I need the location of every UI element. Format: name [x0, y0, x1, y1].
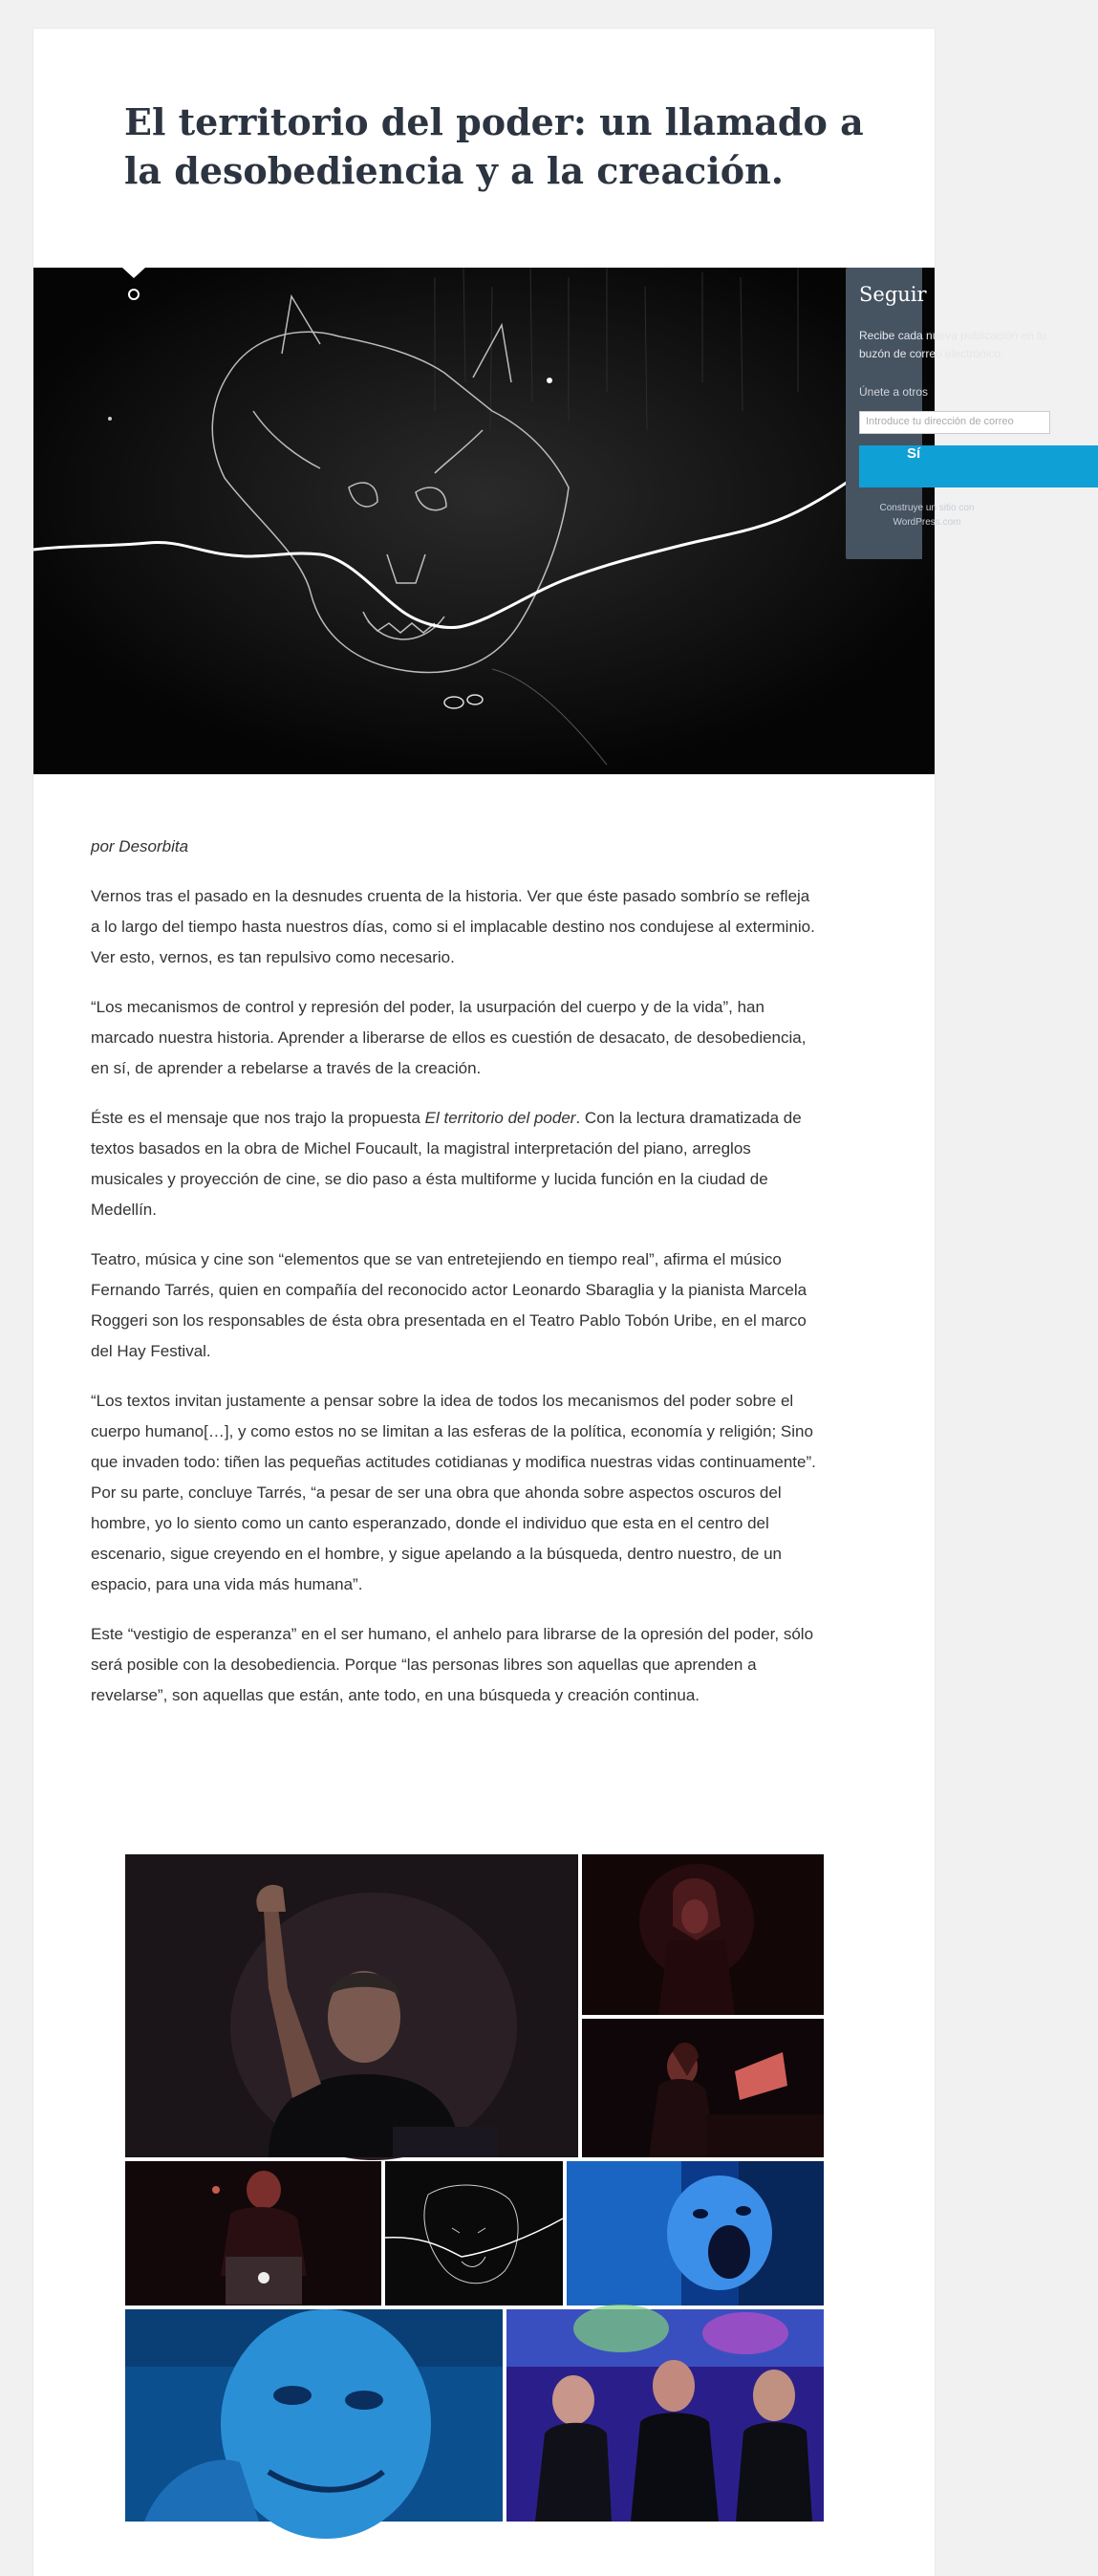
follow-widget-description: Recibe cada nueva publicación en tu buzón de correo electrónico.: [859, 329, 1047, 360]
paragraph-5: “Los textos invitan justamente a pensar sobre la idea de todos los mecanismos del poder sobre el cuerpo humano[…], y como estos no se limitan a las esferas de la política, economía y religión; Sino que invaden todo: tiñen las pequeñas actitudes cotidianas y modifica nuestras vidas continuamente”. Por su parte, concluye Tarrés, “a pesar de ser una obra que ahonda sobre aspectos oscuros del hombre, yo lo siento como un canto esperanzado, donde el individuo que esta en el centro del escenario, sigue creyendo en el hombre, y sigue apelando a la búsqueda, dentro nuestro, de un espacio, para una vida más humana”.: [91, 1392, 816, 1593]
gallery-image-musician-laptop[interactable]: [125, 2161, 381, 2305]
work-title: El territorio del poder: [424, 1109, 576, 1127]
paragraph-3-end: . Con la lectura dramatizada de textos basados en la obra de Michel Foucault, la magistral interpretación del piano, arreglos musicales y proyección de cine, se dio paso a ésta multiforme y lucida función en la ciudad de Medellín.: [91, 1109, 802, 1219]
gallery-image-wolf-projection[interactable]: [385, 2161, 563, 2305]
paragraph-3-start: Éste es el mensaje que nos trajo la propuesta: [91, 1109, 425, 1127]
follow-widget-title[interactable]: Seguir: [859, 283, 927, 306]
gallery-image-face-closeup[interactable]: [125, 2309, 503, 2522]
post-byline: por Desorbita: [91, 837, 189, 855]
follow-widget-join-text: Únete a otros: [859, 385, 929, 399]
follow-email-input[interactable]: Introduce tu dirección de correo: [859, 411, 1050, 434]
image-notch: [122, 268, 145, 278]
paragraph-6: Este “vestigio de esperanza” en el ser humano, el anhelo para librarse de la opresión del poder, sólo será posible con la desobediencia. Porque “las personas libres son aquellas que aprenden a revelarse”, son aquellas que están, ante todo, en una búsqueda y creación continua.: [91, 1625, 814, 1704]
gallery-image-pianist-arms[interactable]: [582, 1854, 824, 2015]
gallery-image-performers-bowing[interactable]: [506, 2309, 824, 2522]
gallery-image-screaming-face[interactable]: [567, 2161, 824, 2305]
follow-widget: [846, 268, 1047, 559]
follow-subscribe-button[interactable]: Sí: [859, 445, 1098, 487]
featured-image-wolf: [33, 268, 935, 774]
post-title: El territorio del poder: un llamado a la desobediencia y a la creación.: [124, 100, 864, 192]
paragraph-3: [91, 1103, 817, 1225]
gallery-image-pianist-piano[interactable]: [582, 2019, 824, 2157]
paragraph-1: Vernos tras el pasado en la desnudes cruenta de la historia. Ver que éste pasado sombrío se refleja a lo largo del tiempo hasta nuestros días, como si el implacable destino nos condujese al exterminio. Ver esto, vernos, es tan repulsivo como necesario.: [91, 887, 815, 966]
post-content: [91, 832, 817, 1730]
paragraph-4: Teatro, música y cine son “elementos que se van entretejiendo en tiempo real”, afirma el músico Fernando Tarrés, quien en compañía del reconocido actor Leonardo Sbaraglia y la pianista Marcela Roggeri son los responsables de ésta obra presentada en el Teatro Pablo Tobón Uribe, en el marco del Hay Festival.: [91, 1250, 807, 1360]
follow-widget-footer-link[interactable]: Construye un sitio con WordPress.com: [879, 503, 975, 528]
gallery-image-actor-reading[interactable]: [125, 1854, 578, 2157]
paragraph-2: “Los mecanismos de control y represión del poder, la usurpación del cuerpo y de la vida”, han marcado nuestra historia. Aprender a liberarse de ellos es cuestión de desacato, de desobediencia, en sí, de aprender a rebelarse a través de la creación.: [91, 998, 807, 1077]
